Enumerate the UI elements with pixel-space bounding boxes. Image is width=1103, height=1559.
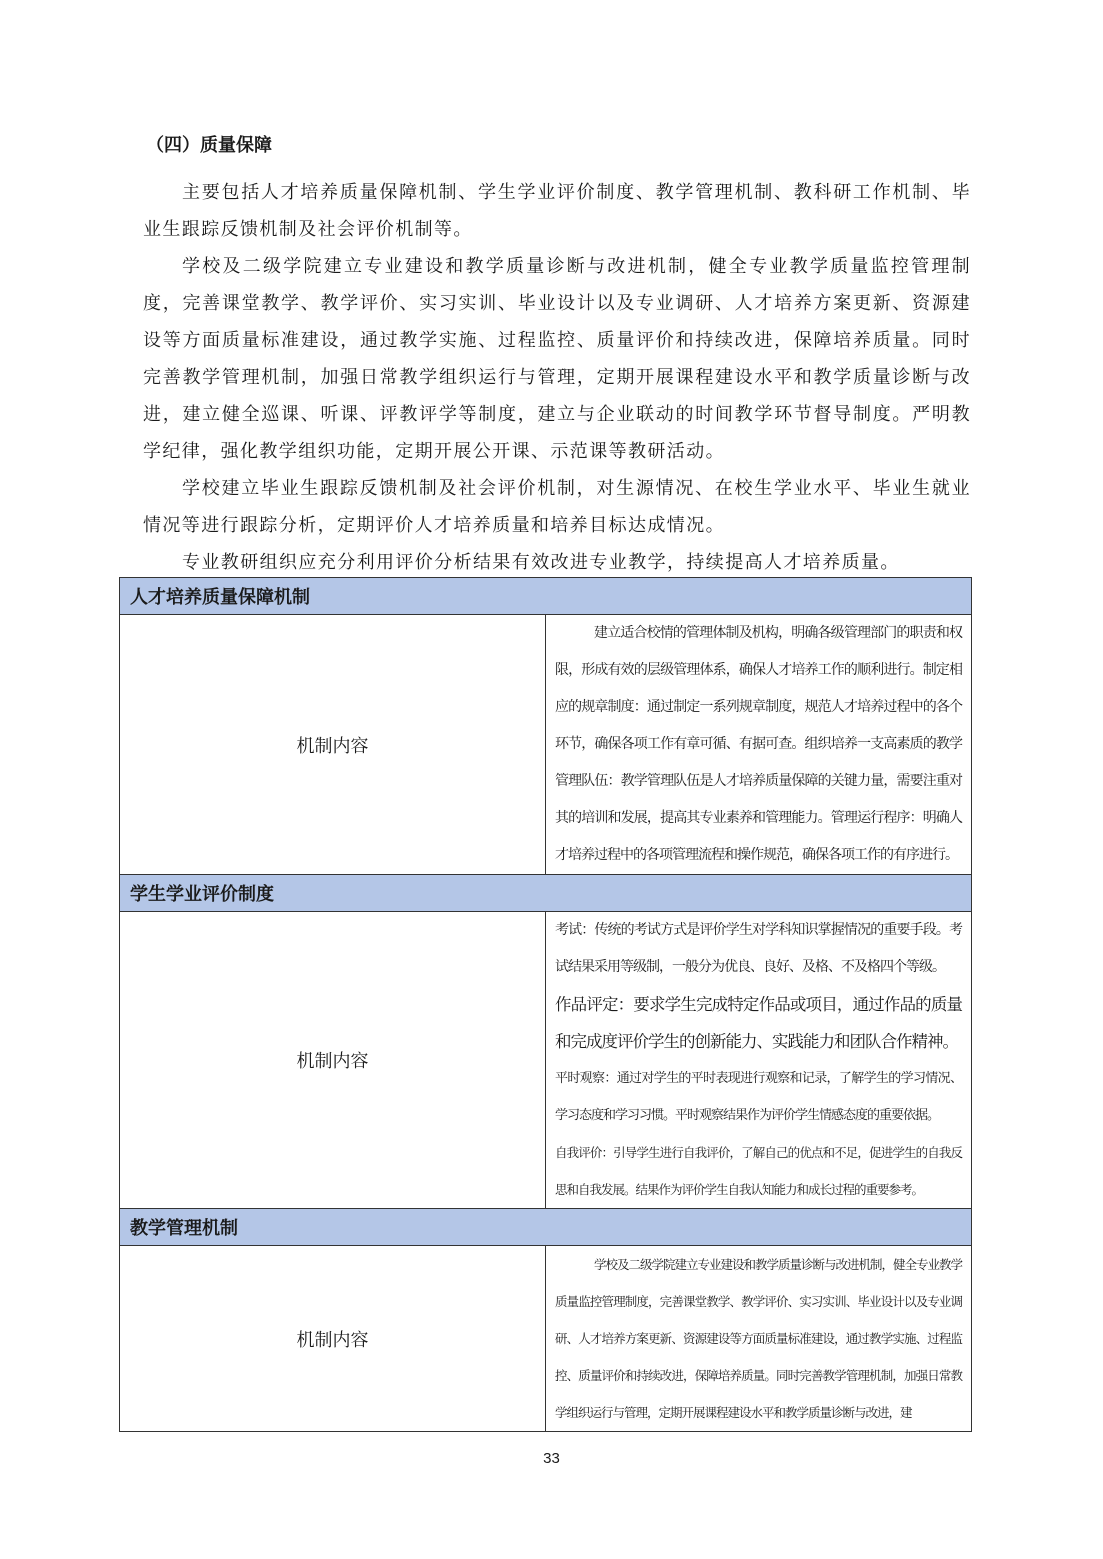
paragraph: 专业教研组织应充分利用评价分析结果有效改进专业教学，持续提高人才培养质量。 [182, 552, 900, 573]
page-number: 33 [543, 1450, 560, 1467]
paragraph: 学校及二级学院建立专业建设和教学质量诊断与改进机制，健全专业教学质量监控管理制度，完善课堂教学、教学评价、实习实训、毕业设计以及专业调研、人才培养方案更新、资源建设等方面质量标准建设，通过教学实施、过程监控、质量评价和持续改进，保障培养质量。同时完善教学管理机制，加强日常教学组织运行与管理，定期开展课程建设水平和教学质量诊断与改进，建立健全巡课、听课、评教评学等制度，建立与企业联动的时间教学环节督导制度。严明教学纪律，强化教学组织功能，定期开展公开课、示范课等教研活动。 [143, 256, 971, 462]
cell-paragraph: 作品评定：要求学生完成特定作品或项目，通过作品的质量和完成度评价学生的创新能力、实践能力和团队合作精神。 [555, 995, 962, 1051]
cell-paragraph: 自我评价：引导学生进行自我评价，了解自己的优点和不足，促进学生的自我反思和自我发展。结果作为评价学生自我认知能力和成长过程的重要参考。 [555, 1145, 962, 1197]
row-content [546, 912, 972, 1209]
cell-paragraph: 学校及二级学院建立专业建设和教学质量诊断与改进机制，健全专业教学质量监控管理制度，完善课堂教学、教学评价、实习实训、毕业设计以及专业调研、人才培养方案更新、资源建设等方面质量标准建设，通过教学实施、过程监控、质量评价和持续改进，保障培养质量。同时完善教学管理机制，加强日常教学组织运行与管理，定期开展课程建设水平和教学质量诊断与改进，建 [555, 1257, 963, 1420]
cell-paragraph: 建立适合校情的管理体制及机构，明确各级管理部门的职责和权限，形成有效的层级管理体系，确保人才培养工作的顺利进行。制定相应的规章制度：通过制定一系列规章制度，规范人才培养过程中的各个环节，确保各项工作有章可循、有据可查。组织培养一支高素质的教学管理队伍：教学管理队伍是人才培养质量保障的关键力量，需要注重对其的培训和发展，提高其专业素养和管理能力。管理运行程序：明确人才培养过程中的各项管理流程和操作规范，确保各项工作的有序进行。 [555, 625, 962, 863]
cell-paragraph: 平时观察：通过对学生的平时表现进行观察和记录，了解学生的学习情况、学习态度和学习习惯。平时观察结果作为评价学生情感态度的重要依据。 [555, 1071, 962, 1123]
table-row [120, 615, 972, 875]
table-section-header [120, 875, 972, 912]
table-section-header [120, 1209, 972, 1246]
table-row [120, 912, 972, 1209]
quality-assurance-table [119, 577, 972, 1432]
section-title: 教学管理机制 [120, 1209, 972, 1246]
row-label: 机制内容 [120, 615, 546, 875]
row-label: 机制内容 [120, 912, 546, 1209]
row-content [546, 1246, 972, 1432]
section-heading: （四）质量保障 [146, 135, 272, 156]
section-title: 学生学业评价制度 [120, 875, 972, 912]
cell-paragraph: 考试：传统的考试方式是评价学生对学科知识掌握情况的重要手段。考试结果采用等级制，一般分为优良、良好、及格、不及格四个等级。 [555, 922, 962, 975]
row-content [546, 615, 972, 875]
section-title: 人才培养质量保障机制 [120, 578, 972, 615]
table-row [120, 1246, 972, 1432]
paragraph: 主要包括人才培养质量保障机制、学生学业评价制度、教学管理机制、教科研工作机制、毕业生跟踪反馈机制及社会评价机制等。 [143, 182, 971, 240]
paragraph: 学校建立毕业生跟踪反馈机制及社会评价机制，对生源情况、在校生学业水平、毕业生就业情况等进行跟踪分析，定期评价人才培养质量和培养目标达成情况。 [143, 478, 971, 536]
table-section-header [120, 578, 972, 615]
body-text [143, 174, 971, 581]
row-label: 机制内容 [120, 1246, 546, 1432]
